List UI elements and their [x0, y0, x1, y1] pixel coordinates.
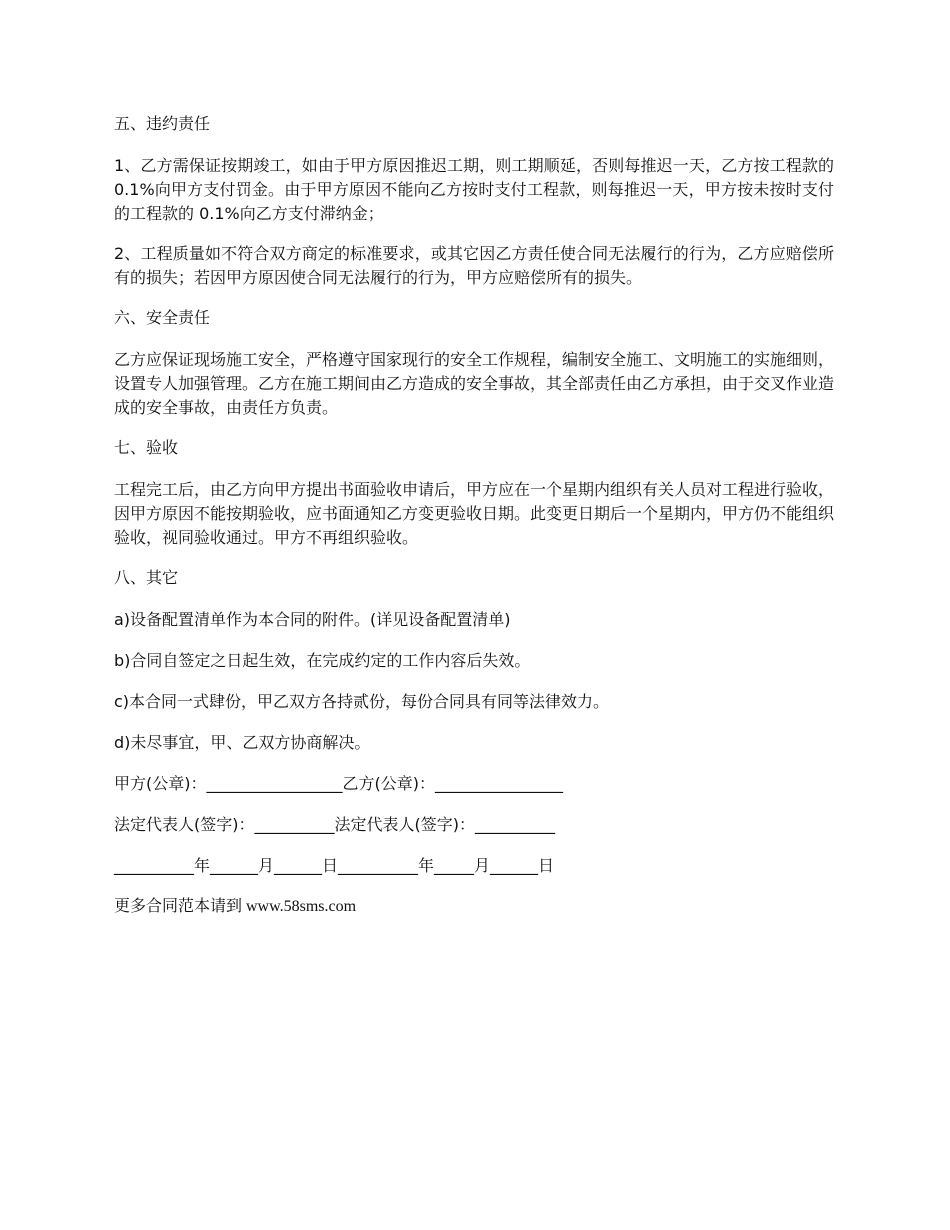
representative-signature-line: 法定代表人(签字)：__________法定代表人(签字)：__________: [114, 815, 555, 834]
section-heading-safety: 六、安全责任: [114, 308, 211, 327]
other-item-b: b)合同自签定之日起生效，在完成约定的工作内容后失效。: [114, 651, 531, 670]
footer-note: 更多合同范本请到 www.58sms.com: [114, 898, 357, 915]
seal-signature-line: 甲方(公章)：_________________乙方(公章)：________________: [114, 774, 563, 793]
section-heading-breach: 五、违约责任: [114, 114, 211, 133]
other-item-c: c)本合同一式肆份，甲乙双方各持贰份，每份合同具有同等法律效力。: [114, 692, 610, 711]
acceptance-clause: 工程完工后，由乙方向甲方提出书面验收申请后，甲方应在一个星期内组织有关人员对工程进行验收，因甲方原因不能按期验收，应书面通知乙方变更验收日期。此变更日期后一个星期内，甲方仍不能组织验收，视同验收通过。甲方不再组织验收。: [114, 480, 835, 547]
safety-clause: 乙方应保证现场施工安全，严格遵守国家现行的安全工作规程，编制安全施工、文明施工的实施细则，设置专人加强管理。乙方在施工期间由乙方造成的安全事故，其全部责任由乙方承担，由于交叉作业造成的安全事故，由责任方负责。: [114, 350, 835, 417]
document-body: [114, 112, 834, 919]
other-item-d: d)未尽事宜，甲、乙双方协商解决。: [114, 733, 371, 752]
date-signature-line: __________年______月______日__________年_____月______日: [114, 856, 555, 875]
other-item-a: a)设备配置清单作为本合同的附件。(详见设备配置清单): [114, 610, 511, 629]
breach-clause-2: 2、工程质量如不符合双方商定的标准要求，或其它因乙方责任使合同无法履行的行为，乙方应赔偿所有的损失；若因甲方原因使合同无法履行的行为，甲方应赔偿所有的损失。: [114, 244, 834, 287]
section-heading-acceptance: 七、验收: [114, 438, 179, 457]
section-heading-other: 八、其它: [114, 568, 179, 587]
breach-clause-1: 1、乙方需保证按期竣工，如由于甲方原因推迟工期，则工期顺延，否则每推迟一天，乙方按工程款的 0.1%向甲方支付罚金。由于甲方原因不能向乙方按时支付工程款，则每推迟一天，甲方按未按时支付的工程款的 0.1%向乙方支付滞纳金；: [114, 156, 834, 223]
